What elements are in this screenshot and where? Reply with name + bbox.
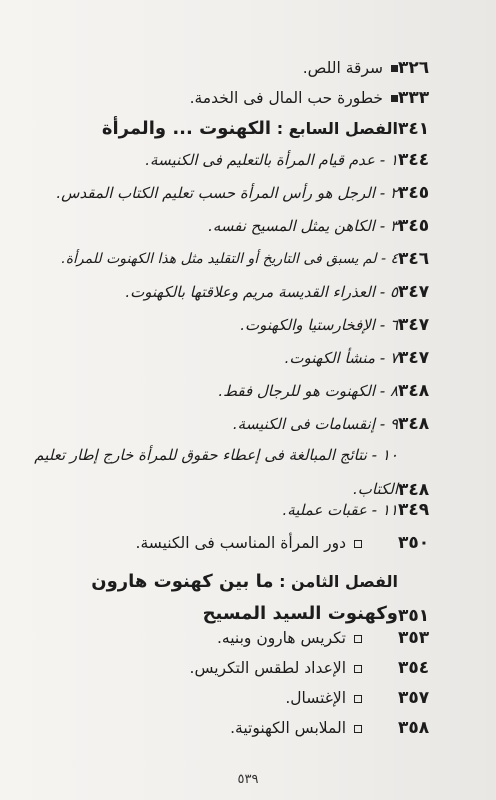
list-item (24, 183, 476, 203)
chapter-heading (24, 118, 476, 139)
entry-text: ٤ - لم يسبق فى التاريخ أو التقليد مثل هذا الكهنوت للمرأة. (61, 251, 398, 267)
list-item (24, 216, 476, 236)
entry-text: الملابس الكهنوتية. (230, 719, 346, 737)
entry-text: ١١ - عقبات عملية. (282, 501, 398, 519)
list-item (24, 348, 476, 368)
entry-text: الإغتسال. (285, 689, 346, 707)
entry-text: الإعداد لطقس التكريس. (189, 659, 346, 677)
list-item (24, 282, 476, 302)
chapter-label: الفصل الثامن : (279, 572, 398, 591)
page-ref: ٣٤٤ (398, 150, 430, 170)
list-item (24, 315, 476, 335)
page-ref: ٣٥٤ (398, 658, 430, 678)
page-ref: ٣٤٧ (398, 315, 430, 335)
bullet-icon (391, 95, 398, 102)
entry-text: تكريس هارون وبنيه. (217, 629, 346, 647)
entry-text: ٨ - الكهنوت هو للرجال فقط. (218, 382, 398, 400)
entry-text: ٧ - منشأ الكهنوت. (284, 349, 398, 367)
page-ref: ٣٤٨ (398, 414, 430, 434)
page-ref: ٣٤٦ (398, 249, 430, 269)
chapter-label: الفصل السابع : (276, 119, 398, 138)
entry-text: ٦ - الإفخارستيا والكهنوت. (240, 316, 398, 334)
list-item (24, 500, 476, 520)
list-item (24, 150, 476, 170)
list-item (24, 628, 476, 648)
page-ref: ٣٤٥ (398, 216, 430, 236)
list-item (24, 58, 476, 78)
entry-text: ٩ - إنقسامات فى الكنيسة. (232, 415, 398, 433)
list-item (24, 249, 476, 269)
bullet-icon (354, 725, 362, 733)
bullet-icon (391, 65, 398, 72)
page-ref: ٣٣٣ (398, 88, 430, 108)
entry-text: خطورة حب المال فى الخدمة. (189, 89, 383, 107)
list-item (24, 381, 476, 401)
list-item (24, 88, 476, 108)
page-ref: ٣٤٨ (398, 381, 430, 401)
list-item (24, 658, 476, 678)
bullet-icon (354, 635, 362, 643)
chapter-title: ما بين كهنوت هارون وكهنوت السيد المسيح (91, 571, 398, 624)
chapter-heading (24, 566, 476, 630)
page-ref: ٣٤٧ (398, 348, 430, 368)
page-ref: ٣٥٧ (398, 688, 430, 708)
entry-text: دور المرأة المناسب فى الكنيسة. (135, 534, 346, 552)
page-number: ٥٣٩ (237, 772, 259, 787)
list-item (24, 718, 476, 738)
page-ref: ٣٥٣ (398, 628, 430, 648)
list-item (24, 533, 476, 553)
list-item (24, 688, 476, 708)
page-ref: ٣٤٨ (398, 480, 430, 500)
list-item (24, 414, 476, 434)
entry-text: ١٠ - نتائج المبالغة فى إعطاء حقوق للمرأة خارج إطار تعليم الكتاب. (34, 446, 398, 498)
page-ref: ٣٤١ (398, 118, 430, 139)
list-item (24, 438, 476, 506)
page-ref: ٣٥١ (398, 606, 430, 626)
page-ref: ٣٥٠ (398, 533, 430, 553)
bullet-icon (354, 665, 362, 673)
entry-text: ٥ - العذراء القديسة مريم وعلاقتها بالكهنوت. (125, 283, 398, 301)
bullet-icon (354, 695, 362, 703)
page-ref: ٣٤٩ (398, 500, 430, 520)
entry-text: ٢ - الرجل هو رأس المرأة حسب تعليم الكتاب المقدس. (56, 184, 398, 202)
entry-text: سرقة اللص. (302, 59, 383, 77)
entry-text: ٣ - الكاهن يمثل المسيح نفسه. (208, 217, 398, 235)
entry-text: ١ - عدم قيام المرأة بالتعليم فى الكنيسة. (145, 151, 398, 169)
page-ref: ٣٢٦ (398, 58, 430, 78)
bullet-icon (354, 540, 362, 548)
page-ref: ٣٥٨ (398, 718, 430, 738)
page-ref: ٣٤٧ (398, 282, 430, 302)
chapter-title: الكهنوت ... والمرأة (101, 118, 272, 139)
page-ref: ٣٤٥ (398, 183, 430, 203)
